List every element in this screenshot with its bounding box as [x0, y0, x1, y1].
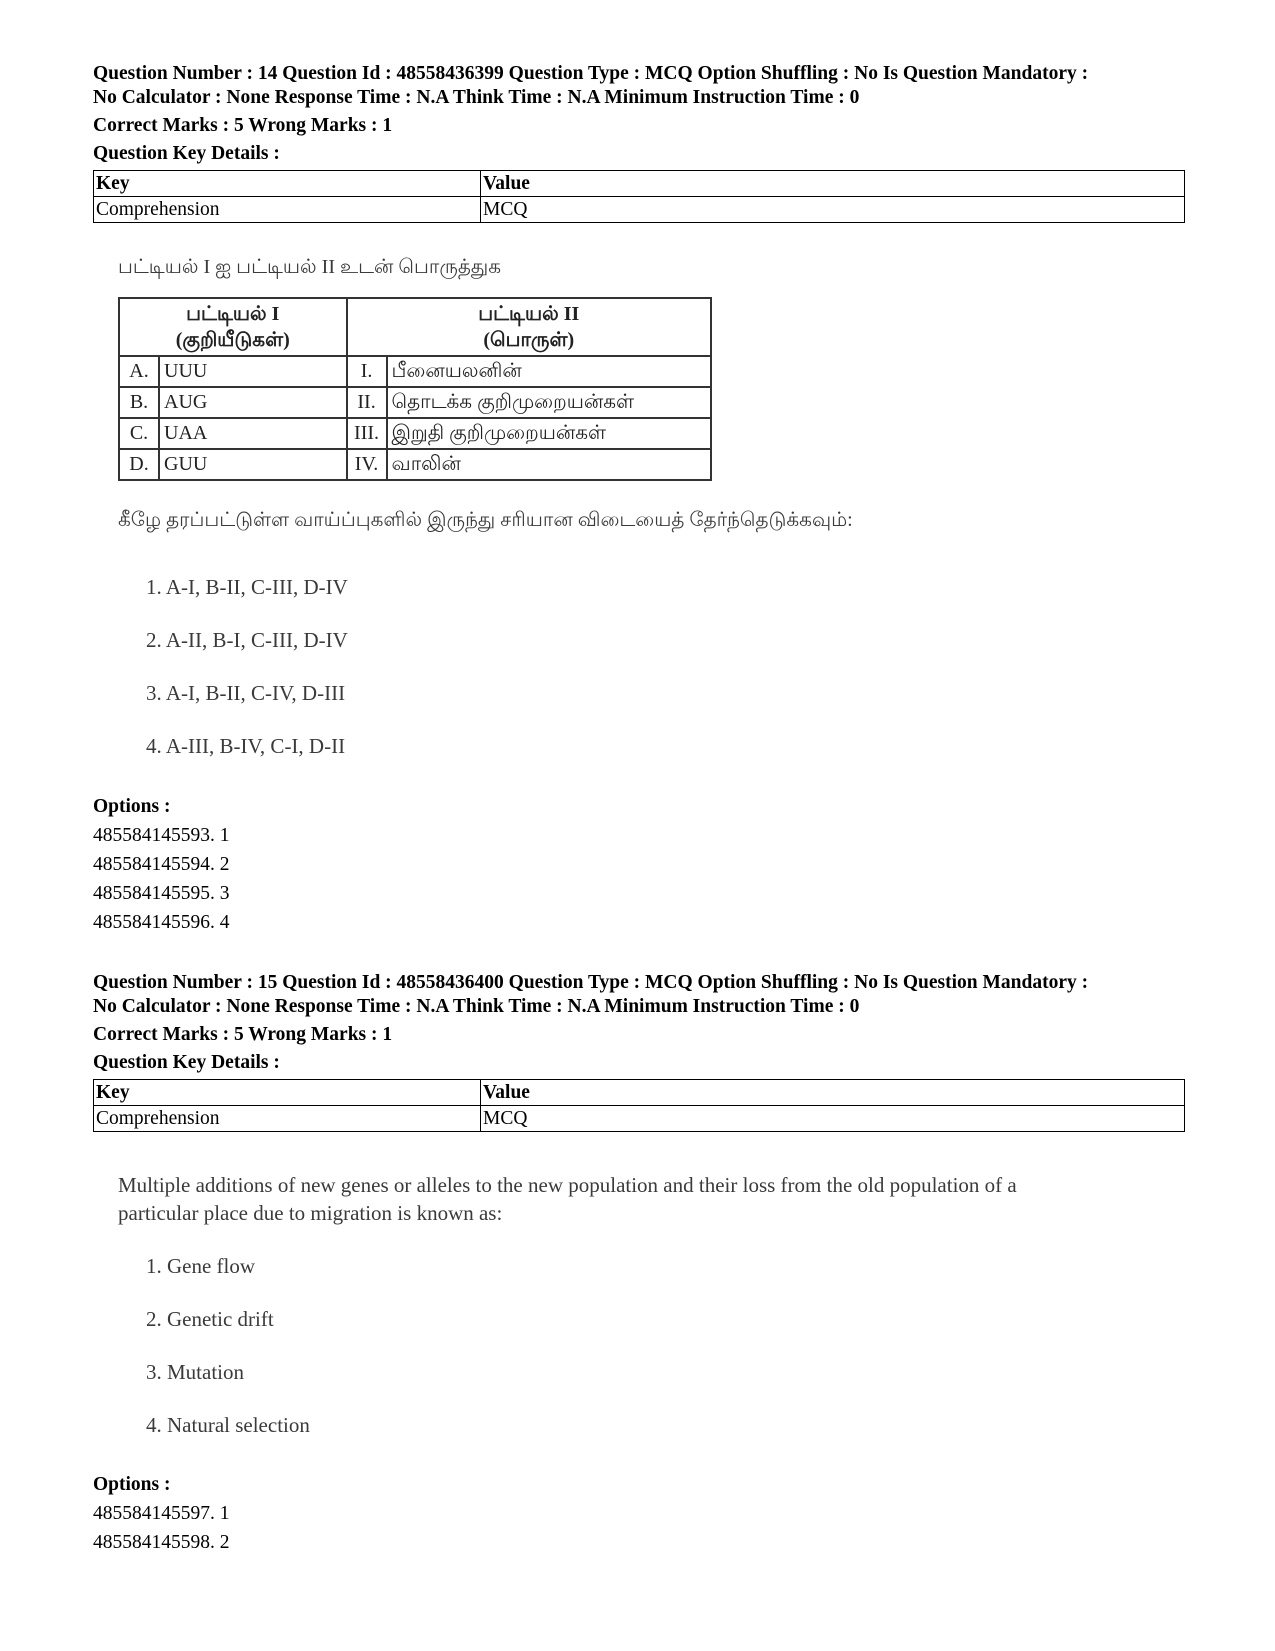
key-cell: Comprehension: [94, 197, 481, 223]
meta-line-1: Question Number : 14 Question Id : 48558436399 Question Type : MCQ Option Shuffling : No Is Question Mandatory :: [93, 63, 1089, 84]
question-text-line-1: Multiple additions of new genes or alleles to the new population and their loss from the old population of a: [118, 1173, 1017, 1197]
row-letter: D.: [119, 449, 159, 480]
question-text-line-2: particular place due to migration is known as:: [118, 1201, 503, 1225]
match-table: [118, 297, 712, 481]
choice-2: 2. Genetic drift: [146, 1307, 274, 1331]
list-2-title: பட்டியல் II: [478, 303, 580, 325]
row-numeral: IV.: [347, 449, 387, 480]
key-details-label: Question Key Details :: [93, 1052, 280, 1073]
key-details-table: [93, 1079, 1185, 1132]
option-item: 485584145593. 1: [93, 825, 230, 846]
code-cell: AUG: [159, 387, 347, 418]
choice-3: 3. A-I, B-II, C-IV, D-III: [146, 681, 346, 705]
key-details-label: Question Key Details :: [93, 143, 280, 164]
meta-line-2: No Calculator : None Response Time : N.A Think Time : N.A Minimum Instruction Time : 0: [93, 996, 860, 1017]
table-row: [119, 387, 711, 418]
table-row: [94, 1080, 1185, 1106]
table-row: [119, 356, 711, 387]
row-numeral: I.: [347, 356, 387, 387]
choice-prompt: கீழே தரப்பட்டுள்ள வாய்ப்புகளில் இருந்து சரியான விடையைத் தேர்ந்தெடுக்கவும்:: [118, 509, 853, 531]
meta-line-1: Question Number : 15 Question Id : 48558436400 Question Type : MCQ Option Shuffling : No Is Question Mandatory :: [93, 972, 1089, 993]
row-numeral: III.: [347, 418, 387, 449]
choice-4: 4. A-III, B-IV, C-I, D-II: [146, 734, 346, 758]
row-letter: C.: [119, 418, 159, 449]
list-1-header: [119, 298, 347, 356]
question-meta: [93, 62, 1185, 166]
choice-1: 1. A-I, B-II, C-III, D-IV: [146, 575, 348, 599]
meta-line-2: No Calculator : None Response Time : N.A Think Time : N.A Minimum Instruction Time : 0: [93, 87, 860, 108]
key-cell: Comprehension: [94, 1106, 481, 1132]
options-label: Options :: [93, 1474, 171, 1495]
meaning-cell: தொடக்க குறிமுறையன்கள்: [387, 387, 711, 418]
row-letter: A.: [119, 356, 159, 387]
choice-4: 4. Natural selection: [146, 1413, 310, 1437]
marks-line: Correct Marks : 5 Wrong Marks : 1: [93, 1024, 393, 1045]
list-1-title: பட்டியல் I: [186, 303, 280, 325]
match-instruction: பட்டியல் I ஐ பட்டியல் II உடன் பொருத்துக: [118, 256, 502, 278]
key-header: Key: [94, 171, 481, 197]
question-15-image: [118, 1171, 1158, 1227]
code-cell: GUU: [159, 449, 347, 480]
option-item: 485584145597. 1: [93, 1503, 230, 1524]
table-row: [119, 298, 711, 356]
option-item: 485584145596. 4: [93, 912, 230, 933]
option-item: 485584145595. 3: [93, 883, 230, 904]
question-14-image: [118, 256, 1118, 534]
table-row: [94, 197, 1185, 223]
code-cell: UUU: [159, 356, 347, 387]
question-14: [93, 62, 1185, 223]
question-meta: [93, 971, 1185, 1075]
question-15-options: [93, 1470, 230, 1557]
value-cell: MCQ: [481, 1106, 1185, 1132]
meaning-cell: இறுதி குறிமுறையன்கள்: [387, 418, 711, 449]
list-2-subtitle: (பொருள்): [483, 329, 575, 351]
meaning-cell: வாலின்: [387, 449, 711, 480]
question-14-options: [93, 792, 230, 937]
choice-3: 3. Mutation: [146, 1360, 244, 1384]
meaning-cell: பீனையலனின்: [387, 356, 711, 387]
choice-2: 2. A-II, B-I, C-III, D-IV: [146, 628, 348, 652]
table-row: [94, 171, 1185, 197]
option-item: 485584145594. 2: [93, 854, 230, 875]
table-row: [94, 1106, 1185, 1132]
code-cell: UAA: [159, 418, 347, 449]
value-header: Value: [481, 1080, 1185, 1106]
key-details-table: [93, 170, 1185, 223]
marks-line: Correct Marks : 5 Wrong Marks : 1: [93, 115, 393, 136]
value-cell: MCQ: [481, 197, 1185, 223]
options-label: Options :: [93, 796, 171, 817]
row-numeral: II.: [347, 387, 387, 418]
list-2-header: [347, 298, 711, 356]
row-letter: B.: [119, 387, 159, 418]
question-15: [93, 971, 1185, 1132]
key-header: Key: [94, 1080, 481, 1106]
table-row: [119, 449, 711, 480]
choice-1: 1. Gene flow: [146, 1254, 256, 1278]
table-row: [119, 418, 711, 449]
value-header: Value: [481, 171, 1185, 197]
option-item: 485584145598. 2: [93, 1532, 230, 1553]
list-1-subtitle: (குறியீடுகள்): [175, 329, 290, 351]
